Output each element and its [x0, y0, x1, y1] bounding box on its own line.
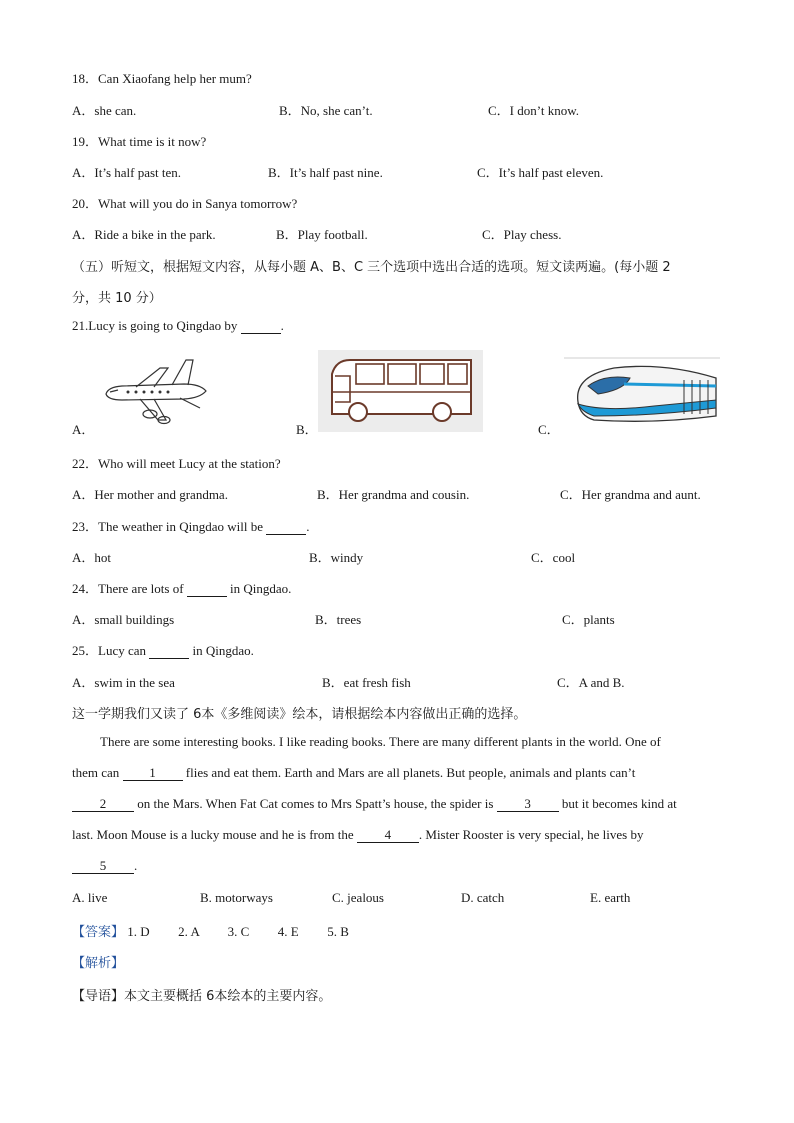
guide-line: [72, 985, 331, 1004]
q21-option-c: C．: [538, 422, 560, 437]
reading-line-2: them can 1 flies and eat them. Earth and Mars are all planets. But people, animals and plants can’t: [72, 765, 636, 780]
q24-suffix: in Qingdao.: [230, 581, 292, 596]
section5-instruction-line1: （五）听短文，根据短文内容，从每小题 A、B、C 三个选项中选出合适的选项。短文读两遍。(每小题 2: [72, 260, 671, 275]
train-icon: [564, 356, 720, 428]
word-bank-option-c: C. jealous: [332, 890, 384, 905]
q24-question: [72, 578, 291, 597]
analysis-tag: 【解析】: [72, 956, 125, 971]
q18-question: 18．Can Xiaofang help her mum?: [72, 71, 252, 86]
word-bank-option-e: E. earth: [590, 890, 631, 905]
q20-option-c: C．Play chess.: [482, 227, 562, 242]
reading-blank-4: 4: [357, 828, 419, 843]
reading-line-4: last. Moon Mouse is a lucky mouse and he is from the 4 . Mister Rooster is very special, he lives by: [72, 827, 644, 842]
q19-option-c: C．It’s half past eleven.: [477, 165, 604, 180]
q23-question: [72, 516, 309, 535]
q25-blank: [149, 644, 189, 659]
q23-option-c: C．cool: [531, 550, 576, 565]
word-bank-option-d: D. catch: [461, 890, 505, 905]
q18-option-c: C．I don’t know.: [488, 103, 580, 118]
q25-option-b: B．eat fresh fish: [322, 675, 411, 690]
answer-3: 3. C: [227, 924, 250, 939]
answer-4: 4. E: [277, 924, 299, 939]
q23-blank: [266, 520, 306, 535]
q19-question: 19．What time is it now?: [72, 134, 207, 149]
q21-prefix: 21.Lucy is going to Qingdao by: [72, 318, 238, 333]
q22-option-c: C．Her grandma and aunt.: [560, 487, 701, 502]
q21-blank: [241, 319, 281, 334]
reading-blank-2: 2: [72, 797, 134, 812]
guide-text: 本文主要概括 6本绘本的主要内容。: [124, 989, 332, 1004]
q22-option-a: A．Her mother and grandma.: [72, 487, 228, 502]
q25-option-a: A．swim in the sea: [72, 675, 175, 690]
q19-option-a: A．It’s half past ten.: [72, 165, 182, 180]
section5-instruction-line2: 分，共 10 分）: [72, 291, 162, 306]
q18-option-a: A．she can.: [72, 103, 137, 118]
reading-line-5: 5 .: [72, 858, 137, 874]
reading-intro: 这一学期我们又读了 6本《多维阅读》绘本，请根据绘本内容做出正确的选择。: [72, 707, 527, 722]
q25-suffix: in Qingdao.: [192, 643, 254, 658]
q23-suffix: .: [306, 519, 310, 534]
q20-option-a: A．Ride a bike in the park.: [72, 227, 216, 242]
answer-1: 1. D: [127, 924, 150, 939]
word-bank-option-b: B. motorways: [200, 890, 273, 905]
q22-option-b: B．Her grandma and cousin.: [317, 487, 470, 502]
q24-blank: [187, 582, 227, 597]
reading-line-3: 2 on the Mars. When Fat Cat comes to Mrs Spatt’s house, the spider is 3 but it becomes kind at: [72, 796, 677, 812]
q22-question: 22．Who will meet Lucy at the station?: [72, 456, 281, 471]
q20-question: 20．What will you do in Sanya tomorrow?: [72, 196, 298, 211]
reading-blank-3: 3: [497, 797, 559, 812]
q24-option-a: A．small buildings: [72, 612, 175, 627]
q24-option-c: C．plants: [562, 612, 615, 627]
reading-line-1: There are some interesting books. I like reading books. There are many different plants in the world. One of: [100, 734, 661, 749]
reading-blank-1: 1: [123, 766, 183, 781]
plane-icon: [100, 354, 212, 428]
q21-option-b: B．: [296, 422, 318, 437]
q18-option-b: B．No, she can’t.: [279, 103, 373, 118]
answer-2: 2. A: [178, 924, 200, 939]
q21-suffix: .: [280, 318, 284, 333]
q23-prefix: 23．The weather in Qingdao will be: [72, 519, 263, 534]
q25-question: [72, 640, 254, 659]
q23-option-a: A．hot: [72, 550, 112, 565]
q21-option-a: A．: [72, 422, 95, 437]
answer-line: [72, 921, 349, 940]
q24-option-b: B．trees: [315, 612, 362, 627]
guide-tag: 【导语】: [72, 989, 125, 1004]
q20-option-b: B．Play football.: [276, 227, 368, 242]
q23-option-b: B．windy: [309, 550, 364, 565]
answer-5: 5. B: [327, 924, 349, 939]
q25-prefix: 25．Lucy can: [72, 643, 147, 658]
bus-icon: [318, 350, 483, 432]
q25-option-c: C．A and B.: [557, 675, 625, 690]
q19-option-b: B．It’s half past nine.: [268, 165, 383, 180]
word-bank-option-a: A. live: [72, 890, 108, 905]
answer-tag: 【答案】: [72, 925, 125, 940]
q21-question: [72, 318, 284, 334]
q24-prefix: 24．There are lots of: [72, 581, 184, 596]
reading-blank-5: 5: [72, 859, 134, 874]
